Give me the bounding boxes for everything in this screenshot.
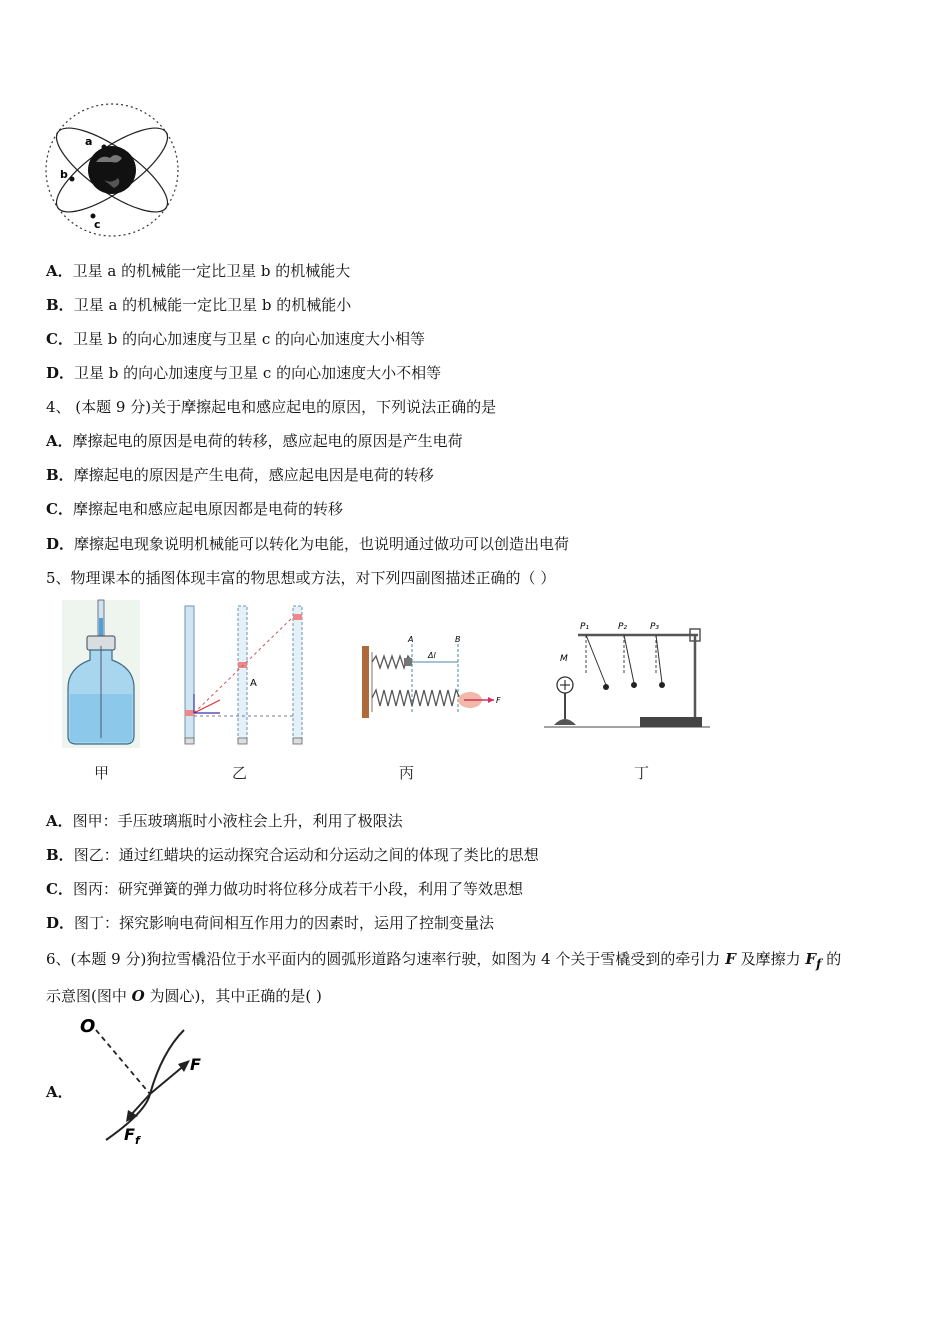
tube-3 xyxy=(293,606,302,742)
label-a: a xyxy=(85,135,93,148)
figure-bing-spring xyxy=(360,632,508,722)
label-yi-a: A xyxy=(250,678,257,689)
label-c: c xyxy=(94,218,101,231)
q3-option-b: B．卫星 a 的机械能一定比卫星 b 的机械能小 xyxy=(46,296,352,314)
figure-jia-bottle xyxy=(60,598,142,750)
satellite-b xyxy=(70,177,75,182)
wax-block-1 xyxy=(185,710,194,716)
label-ff: $F_f$ xyxy=(124,1125,140,1147)
q5-option-c: C．图丙：研究弹簧的弹力做功时将位移分成若干小段，利用了等效思想 xyxy=(46,880,523,898)
caption-jia: 甲 xyxy=(94,764,110,782)
ball-1 xyxy=(603,684,609,690)
caption-ding: 丁 xyxy=(634,764,650,782)
label-o: O xyxy=(80,1016,96,1037)
caption-yi: 乙 xyxy=(232,764,248,782)
label-p3: P₃ xyxy=(650,622,660,632)
figure-yi-tubes xyxy=(180,600,310,748)
q3-option-d: D．卫星 b 的向心加速度与卫星 c 的向心加速度大小不相等 xyxy=(46,364,442,382)
label-p2: P₂ xyxy=(618,622,628,632)
q4-option-a: A．摩擦起电的原因是电荷的转移，感应起电的原因是产生电荷 xyxy=(46,432,463,450)
q5-stem: 5、物理课本的插图体现丰富的物思想或方法，对下列四副图描述正确的（ ） xyxy=(46,569,556,587)
radius-line xyxy=(96,1030,150,1094)
q5-option-b: B．图乙：通过红蜡块的运动探究合运动和分运动之间的体现了类比的思想 xyxy=(46,846,539,864)
caption-bing: 丙 xyxy=(399,764,415,782)
q6-stem-line1: 6、(本题 9 分)狗拉雪橇沿位于水平面内的圆弧形道路匀速率行驶，如图为 4 个关于雪橇受到的牵引力 F 及摩擦力 $F_f$ 的 xyxy=(46,950,842,971)
ball-2 xyxy=(631,682,637,688)
q4-option-b: B．摩擦起电的原因是产生电荷，感应起电因是电荷的转移 xyxy=(46,466,434,484)
label-f: F xyxy=(190,1055,201,1074)
label-bing-b: B xyxy=(455,635,461,644)
q6-stem-line2: 示意图(图中 O 为圆心)，其中正确的是( ) xyxy=(46,987,322,1005)
figure-ding-charges xyxy=(540,615,712,735)
satellite-a xyxy=(102,145,107,150)
earth xyxy=(88,146,136,194)
satellite-orbit-figure xyxy=(44,100,184,242)
label-m: M xyxy=(560,654,568,664)
q6-option-a-figure xyxy=(76,1012,216,1148)
label-p1: P₁ xyxy=(580,622,590,632)
q3-option-c: C．卫星 b 的向心加速度与卫星 c 的向心加速度大小相等 xyxy=(46,330,426,348)
label-bing-dl: Δl xyxy=(428,651,436,660)
q5-option-a: A．图甲：手压玻璃瓶时小液柱会上升，利用了极限法 xyxy=(46,812,403,830)
q5-option-d: D．图丁：探究影响电荷间相互作用力的因素时，运用了控制变量法 xyxy=(46,914,495,932)
tube-2 xyxy=(238,606,247,742)
q3-option-a: A．卫星 a 的机械能一定比卫星 b 的机械能大 xyxy=(46,262,351,280)
spring-bottom xyxy=(372,690,460,706)
wax-block-3 xyxy=(293,614,302,620)
q4-stem: 4、 (本题 9 分)关于摩擦起电和感应起电的原因，下列说法正确的是 xyxy=(46,398,497,416)
q6-option-a-letter: A． xyxy=(46,1083,73,1101)
q4-option-c: C．摩擦起电和感应起电原因都是电荷的转移 xyxy=(46,500,343,518)
label-bing-a: A xyxy=(408,635,414,644)
ball-3 xyxy=(659,682,665,688)
stand-base xyxy=(640,717,702,727)
q4-option-d: D．摩擦起电现象说明机械能可以转化为电能，也说明通过做功可以创造出电荷 xyxy=(46,535,570,553)
tube-1 xyxy=(185,606,194,742)
label-b: b xyxy=(60,168,68,181)
wax-block-2 xyxy=(238,662,247,668)
label-bing-f: F xyxy=(496,696,501,705)
wall xyxy=(362,646,369,718)
arc-path xyxy=(106,1030,184,1140)
